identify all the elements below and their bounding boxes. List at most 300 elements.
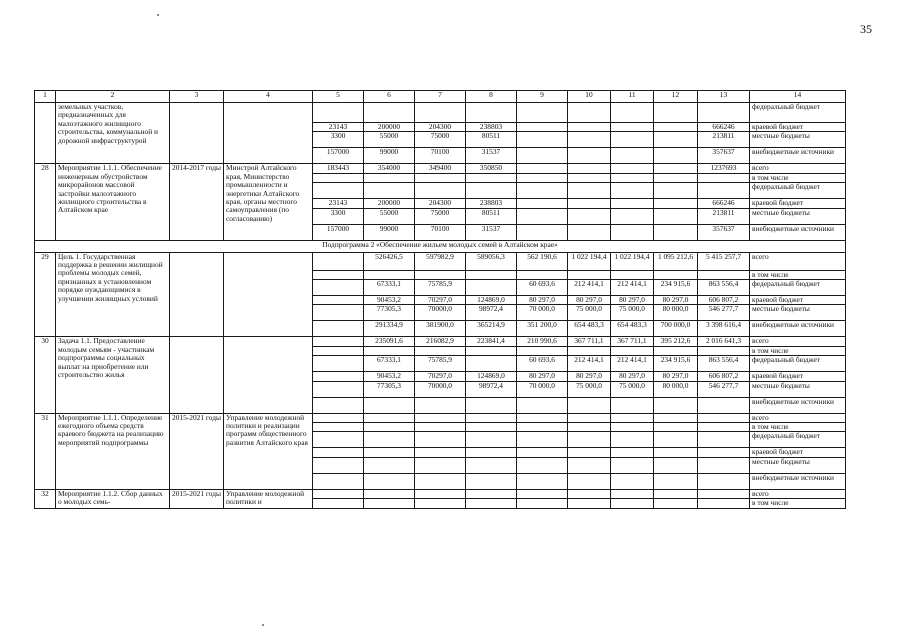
- funding-source-cell: внебюджетные источники: [750, 473, 846, 489]
- amount-cell: 75 000,0: [611, 305, 654, 321]
- amount-cell: [611, 489, 654, 498]
- amount-cell: [415, 103, 466, 123]
- amount-cell: [611, 397, 654, 413]
- amount-cell: 291334,9: [364, 321, 415, 337]
- amount-cell: [313, 423, 364, 432]
- column-number: 11: [611, 91, 654, 103]
- amount-cell: 223841,4: [466, 337, 517, 346]
- amount-cell: [517, 448, 568, 457]
- amount-cell: 235091,6: [364, 337, 415, 346]
- item-name-cell: Цель 1. Государственная поддержка в решении жилищной проблемы молодых семей, признанных в установленном порядке нуждающимися в улучшении жилищных условий: [56, 252, 170, 337]
- amount-cell: [654, 499, 698, 508]
- funding-source-cell: внебюджетные источники: [750, 321, 846, 337]
- amount-cell: [654, 448, 698, 457]
- amount-cell: [364, 448, 415, 457]
- amount-cell: [364, 489, 415, 498]
- funding-source-cell: местные бюджеты: [750, 305, 846, 321]
- funding-source-cell: всего: [750, 413, 846, 422]
- amount-cell: [698, 103, 750, 123]
- amount-cell: 351 200,0: [517, 321, 568, 337]
- table-row: [35, 164, 846, 173]
- amount-cell: 70 000,0: [517, 381, 568, 397]
- funding-source-cell: краевой бюджет: [750, 199, 846, 208]
- amount-cell: [415, 489, 466, 498]
- amount-cell: [568, 432, 611, 448]
- amount-cell: [517, 103, 568, 123]
- funding-source-cell: внебюджетные источники: [750, 397, 846, 413]
- amount-cell: 216082,9: [415, 337, 466, 346]
- period-cell: 2015-2021 годы: [170, 489, 224, 508]
- amount-cell: 562 190,6: [517, 252, 568, 270]
- amount-cell: [415, 432, 466, 448]
- amount-cell: [568, 448, 611, 457]
- table-row: [35, 337, 846, 346]
- period-cell: [170, 337, 224, 413]
- column-number: 13: [698, 91, 750, 103]
- amount-cell: [364, 103, 415, 123]
- amount-cell: 80 297,0: [568, 372, 611, 381]
- amount-cell: 23143: [313, 123, 364, 132]
- amount-cell: 157000: [313, 224, 364, 240]
- amount-cell: [611, 346, 654, 355]
- amount-cell: [313, 337, 364, 346]
- funding-source-cell: федеральный бюджет: [750, 356, 846, 372]
- row-number-cell: 30: [35, 337, 56, 413]
- amount-cell: 80511: [466, 132, 517, 148]
- amount-cell: 3300: [313, 132, 364, 148]
- amount-cell: [364, 173, 415, 182]
- amount-cell: 349400: [415, 164, 466, 173]
- amount-cell: [568, 499, 611, 508]
- amount-cell: 597982,9: [415, 252, 466, 270]
- amount-cell: 212 414,1: [611, 356, 654, 372]
- amount-cell: 157000: [313, 148, 364, 164]
- scan-speck: [157, 14, 159, 16]
- amount-cell: [415, 448, 466, 457]
- amount-cell: [568, 103, 611, 123]
- item-name-cell: земельных участков, предназначенных для малоэтажного жилищного строительства, коммунальной и дорожной инфраструктурой: [56, 103, 170, 164]
- column-number: 12: [654, 91, 698, 103]
- row-number-cell: 28: [35, 164, 56, 240]
- amount-cell: [415, 457, 466, 473]
- amount-cell: 70297,0: [415, 296, 466, 305]
- amount-cell: [466, 103, 517, 123]
- amount-cell: [313, 473, 364, 489]
- amount-cell: 60 693,6: [517, 280, 568, 296]
- amount-cell: [415, 423, 466, 432]
- amount-cell: [698, 448, 750, 457]
- amount-cell: [313, 448, 364, 457]
- funding-source-cell: всего: [750, 164, 846, 173]
- amount-cell: [415, 173, 466, 182]
- amount-cell: [654, 270, 698, 279]
- amount-cell: [654, 432, 698, 448]
- amount-cell: 546 277,7: [698, 305, 750, 321]
- amount-cell: 124869,0: [466, 296, 517, 305]
- funding-source-cell: федеральный бюджет: [750, 103, 846, 123]
- amount-cell: [568, 224, 611, 240]
- executor-cell: [224, 337, 313, 413]
- amount-cell: [364, 457, 415, 473]
- amount-cell: [611, 457, 654, 473]
- amount-cell: 210 990,6: [517, 337, 568, 346]
- amount-cell: 234 915,6: [654, 356, 698, 372]
- table-row: [35, 413, 846, 422]
- amount-cell: [517, 183, 568, 199]
- amount-cell: [364, 346, 415, 355]
- period-cell: 2015-2021 годы: [170, 413, 224, 489]
- amount-cell: 80511: [466, 208, 517, 224]
- amount-cell: [517, 164, 568, 173]
- amount-cell: [517, 199, 568, 208]
- amount-cell: [698, 346, 750, 355]
- amount-cell: 75 000,0: [568, 381, 611, 397]
- amount-cell: [654, 132, 698, 148]
- amount-cell: [313, 173, 364, 182]
- amount-cell: 1237693: [698, 164, 750, 173]
- amount-cell: [611, 224, 654, 240]
- amount-cell: [466, 473, 517, 489]
- amount-cell: [313, 346, 364, 355]
- amount-cell: [466, 183, 517, 199]
- amount-cell: [568, 397, 611, 413]
- amount-cell: [611, 499, 654, 508]
- row-number-cell: 29: [35, 252, 56, 337]
- amount-cell: 357637: [698, 224, 750, 240]
- amount-cell: [698, 457, 750, 473]
- amount-cell: 350850: [466, 164, 517, 173]
- amount-cell: 666246: [698, 123, 750, 132]
- amount-cell: [466, 457, 517, 473]
- amount-cell: [313, 296, 364, 305]
- amount-cell: 3300: [313, 208, 364, 224]
- funding-source-cell: в том числе: [750, 423, 846, 432]
- amount-cell: 80 297,0: [611, 372, 654, 381]
- amount-cell: [654, 413, 698, 422]
- executor-cell: [224, 252, 313, 337]
- amount-cell: [698, 183, 750, 199]
- amount-cell: [698, 270, 750, 279]
- amount-cell: [698, 489, 750, 498]
- amount-cell: [466, 270, 517, 279]
- amount-cell: [313, 432, 364, 448]
- funding-source-cell: федеральный бюджет: [750, 183, 846, 199]
- amount-cell: [568, 346, 611, 355]
- amount-cell: 67333,1: [364, 356, 415, 372]
- column-number: 5: [313, 91, 364, 103]
- amount-cell: [654, 183, 698, 199]
- amount-cell: [611, 473, 654, 489]
- amount-cell: 367 711,1: [568, 337, 611, 346]
- amount-cell: [517, 123, 568, 132]
- amount-cell: 238803: [466, 123, 517, 132]
- funding-source-cell: местные бюджеты: [750, 381, 846, 397]
- table-row: [35, 489, 846, 498]
- amount-cell: 70100: [415, 224, 466, 240]
- amount-cell: 70100: [415, 148, 466, 164]
- amount-cell: 213811: [698, 132, 750, 148]
- amount-cell: [654, 164, 698, 173]
- amount-cell: 98972,4: [466, 381, 517, 397]
- amount-cell: [517, 132, 568, 148]
- amount-cell: [698, 173, 750, 182]
- amount-cell: 1 095 212,6: [654, 252, 698, 270]
- amount-cell: [654, 423, 698, 432]
- amount-cell: [611, 270, 654, 279]
- amount-cell: [313, 372, 364, 381]
- amount-cell: 606 807,2: [698, 296, 750, 305]
- amount-cell: 200000: [364, 199, 415, 208]
- amount-cell: 75785,9: [415, 356, 466, 372]
- amount-cell: [517, 224, 568, 240]
- amount-cell: [611, 173, 654, 182]
- amount-cell: [568, 208, 611, 224]
- amount-cell: 700 000,0: [654, 321, 698, 337]
- funding-source-cell: внебюджетные источники: [750, 148, 846, 164]
- executor-cell: Минстрой Алтайского края, Министерство промышленности и энергетики Алтайского края, органы местного самоуправления (по согласованию): [224, 164, 313, 240]
- amount-cell: [466, 499, 517, 508]
- amount-cell: 234 915,6: [654, 280, 698, 296]
- amount-cell: 654 483,3: [568, 321, 611, 337]
- amount-cell: [611, 448, 654, 457]
- amount-cell: [313, 356, 364, 372]
- amount-cell: 212 414,1: [568, 356, 611, 372]
- amount-cell: [313, 413, 364, 422]
- amount-cell: 67333,1: [364, 280, 415, 296]
- amount-cell: [654, 103, 698, 123]
- amount-cell: [466, 413, 517, 422]
- amount-cell: [313, 457, 364, 473]
- amount-cell: 589056,3: [466, 252, 517, 270]
- amount-cell: [568, 123, 611, 132]
- column-number: 1: [35, 91, 56, 103]
- amount-cell: [611, 199, 654, 208]
- amount-cell: [611, 103, 654, 123]
- amount-cell: [611, 132, 654, 148]
- funding-source-cell: краевой бюджет: [750, 448, 846, 457]
- amount-cell: 124869,0: [466, 372, 517, 381]
- amount-cell: [415, 346, 466, 355]
- amount-cell: 365214,9: [466, 321, 517, 337]
- amount-cell: 70297,0: [415, 372, 466, 381]
- amount-cell: [466, 280, 517, 296]
- table-row: [35, 103, 846, 123]
- amount-cell: [364, 397, 415, 413]
- subprogram-title: Подпрограмма 2 «Обеспечение жильем молодых семей в Алтайском крае»: [35, 240, 846, 252]
- amount-cell: [313, 499, 364, 508]
- row-number-cell: 32: [35, 489, 56, 508]
- amount-cell: [654, 473, 698, 489]
- scan-speck: [262, 624, 264, 626]
- amount-cell: [415, 473, 466, 489]
- amount-cell: [611, 432, 654, 448]
- amount-cell: [517, 423, 568, 432]
- amount-cell: [568, 132, 611, 148]
- amount-cell: 55000: [364, 132, 415, 148]
- amount-cell: 80 000,0: [654, 381, 698, 397]
- amount-cell: [517, 173, 568, 182]
- amount-cell: [654, 346, 698, 355]
- amount-cell: [568, 164, 611, 173]
- amount-cell: 381900,0: [415, 321, 466, 337]
- amount-cell: 204300: [415, 199, 466, 208]
- amount-cell: 238803: [466, 199, 517, 208]
- amount-cell: [313, 183, 364, 199]
- amount-cell: 75000: [415, 208, 466, 224]
- amount-cell: 212 414,1: [611, 280, 654, 296]
- amount-cell: 526426,5: [364, 252, 415, 270]
- amount-cell: [568, 473, 611, 489]
- amount-cell: 70000,0: [415, 381, 466, 397]
- funding-source-cell: краевой бюджет: [750, 296, 846, 305]
- amount-cell: [654, 457, 698, 473]
- amount-cell: [698, 423, 750, 432]
- amount-cell: 99000: [364, 224, 415, 240]
- amount-cell: [611, 208, 654, 224]
- amount-cell: [313, 321, 364, 337]
- amount-cell: [654, 208, 698, 224]
- executor-cell: Управление молодежной политики и: [224, 489, 313, 508]
- amount-cell: [466, 397, 517, 413]
- amount-cell: [517, 208, 568, 224]
- amount-cell: [654, 224, 698, 240]
- amount-cell: 98972,4: [466, 305, 517, 321]
- amount-cell: [654, 123, 698, 132]
- amount-cell: [568, 423, 611, 432]
- budget-table: [34, 90, 846, 509]
- amount-cell: 80 297,0: [517, 372, 568, 381]
- amount-cell: 1 022 194,4: [611, 252, 654, 270]
- period-cell: [170, 103, 224, 164]
- amount-cell: [466, 432, 517, 448]
- funding-source-cell: всего: [750, 252, 846, 270]
- amount-cell: [517, 397, 568, 413]
- amount-cell: [568, 148, 611, 164]
- amount-cell: 863 556,4: [698, 280, 750, 296]
- table-row: [35, 252, 846, 270]
- executor-cell: Управление молодежной политики и реализации программ общественного развития Алтайского края: [224, 413, 313, 489]
- amount-cell: 75000: [415, 132, 466, 148]
- amount-cell: 80 297,0: [654, 296, 698, 305]
- amount-cell: 863 556,4: [698, 356, 750, 372]
- amount-cell: [517, 432, 568, 448]
- amount-cell: [517, 148, 568, 164]
- amount-cell: [415, 499, 466, 508]
- amount-cell: [364, 473, 415, 489]
- amount-cell: [466, 356, 517, 372]
- amount-cell: [654, 397, 698, 413]
- period-cell: [170, 252, 224, 337]
- amount-cell: [654, 148, 698, 164]
- amount-cell: 80 297,0: [568, 296, 611, 305]
- header-row: [35, 91, 846, 103]
- column-number: 9: [517, 91, 568, 103]
- amount-cell: 2 016 641,3: [698, 337, 750, 346]
- amount-cell: [364, 183, 415, 199]
- column-number: 7: [415, 91, 466, 103]
- amount-cell: 395 212,6: [654, 337, 698, 346]
- amount-cell: [568, 173, 611, 182]
- funding-source-cell: местные бюджеты: [750, 132, 846, 148]
- amount-cell: [517, 473, 568, 489]
- amount-cell: 77305,3: [364, 381, 415, 397]
- amount-cell: 23143: [313, 199, 364, 208]
- amount-cell: [568, 489, 611, 498]
- funding-source-cell: федеральный бюджет: [750, 432, 846, 448]
- subprogram-row: [35, 240, 846, 252]
- page-number: 35: [860, 22, 872, 36]
- amount-cell: 70 000,0: [517, 305, 568, 321]
- item-name-cell: Мероприятие 1.1.1. Обеспечение инженерным обустройством микрорайонов массовой застройки малоэтажного жилищного строительства в Алтайском крае: [56, 164, 170, 240]
- amount-cell: [568, 199, 611, 208]
- amount-cell: 606 807,2: [698, 372, 750, 381]
- amount-cell: [568, 183, 611, 199]
- amount-cell: [364, 499, 415, 508]
- amount-cell: [517, 413, 568, 422]
- amount-cell: 75785,9: [415, 280, 466, 296]
- amount-cell: [364, 270, 415, 279]
- amount-cell: 367 711,1: [611, 337, 654, 346]
- amount-cell: 546 277,7: [698, 381, 750, 397]
- amount-cell: [466, 173, 517, 182]
- amount-cell: 31537: [466, 148, 517, 164]
- column-number: 10: [568, 91, 611, 103]
- amount-cell: 5 415 257,7: [698, 252, 750, 270]
- amount-cell: [517, 489, 568, 498]
- amount-cell: [611, 148, 654, 164]
- amount-cell: 90453,2: [364, 296, 415, 305]
- amount-cell: [313, 252, 364, 270]
- amount-cell: [698, 473, 750, 489]
- amount-cell: [313, 489, 364, 498]
- amount-cell: [364, 413, 415, 422]
- column-number: 2: [56, 91, 170, 103]
- amount-cell: [466, 448, 517, 457]
- row-number-cell: 31: [35, 413, 56, 489]
- amount-cell: 654 483,3: [611, 321, 654, 337]
- amount-cell: [611, 164, 654, 173]
- amount-cell: [313, 103, 364, 123]
- amount-cell: [654, 199, 698, 208]
- amount-cell: 1 022 194,4: [568, 252, 611, 270]
- amount-cell: [654, 489, 698, 498]
- funding-source-cell: местные бюджеты: [750, 457, 846, 473]
- amount-cell: [611, 183, 654, 199]
- column-number: 8: [466, 91, 517, 103]
- amount-cell: 75 000,0: [568, 305, 611, 321]
- amount-cell: [466, 489, 517, 498]
- amount-cell: 80 297,0: [654, 372, 698, 381]
- amount-cell: [517, 346, 568, 355]
- amount-cell: 90453,2: [364, 372, 415, 381]
- funding-source-cell: внебюджетные источники: [750, 224, 846, 240]
- amount-cell: 70000,0: [415, 305, 466, 321]
- amount-cell: 212 414,1: [568, 280, 611, 296]
- amount-cell: [313, 381, 364, 397]
- amount-cell: [466, 423, 517, 432]
- amount-cell: 354000: [364, 164, 415, 173]
- executor-cell: [224, 103, 313, 164]
- amount-cell: 80 297,0: [517, 296, 568, 305]
- period-cell: 2014-2017 годы: [170, 164, 224, 240]
- amount-cell: [568, 413, 611, 422]
- funding-source-cell: в том числе: [750, 270, 846, 279]
- amount-cell: 183443: [313, 164, 364, 173]
- funding-source-cell: всего: [750, 489, 846, 498]
- amount-cell: 77305,3: [364, 305, 415, 321]
- amount-cell: [364, 423, 415, 432]
- column-number: 3: [170, 91, 224, 103]
